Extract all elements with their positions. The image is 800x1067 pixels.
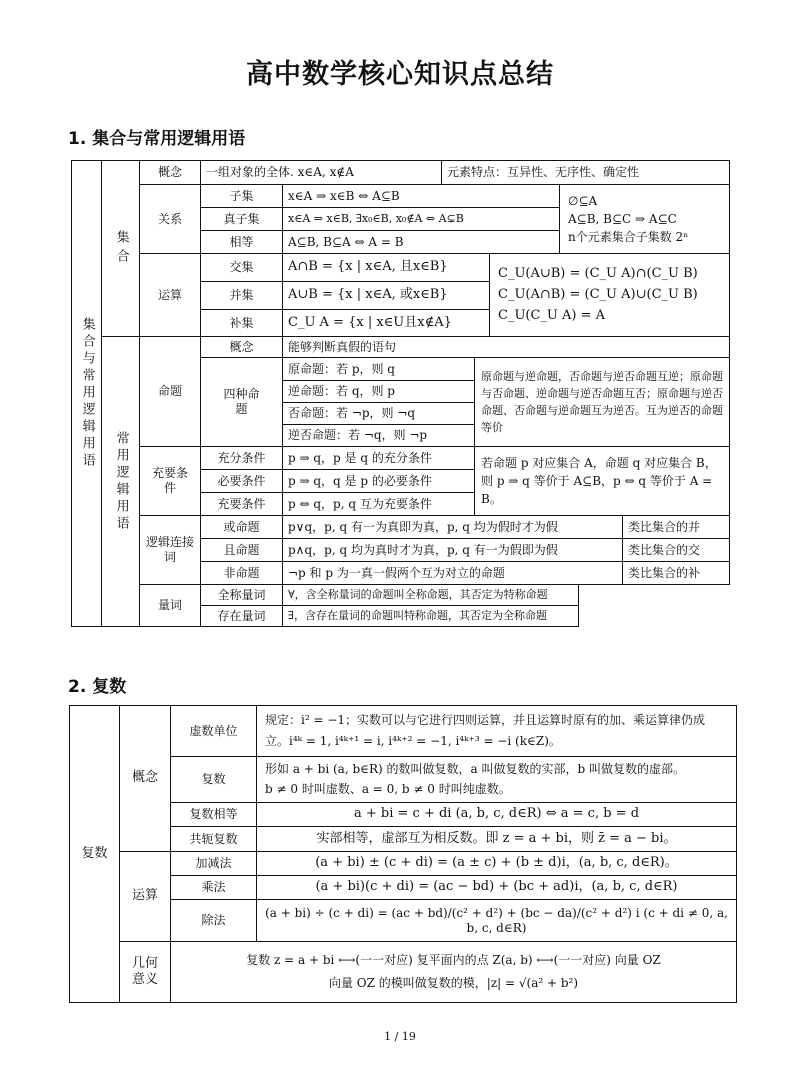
imaginary-unit-line-2: 立。i⁴ᵏ = 1, i⁴ᵏ⁺¹ = i, i⁴ᵏ⁺² = −1, i⁴ᵏ⁺³ = −i (k∈Z)。 (265, 734, 561, 748)
quantifier-label: 量词 (139, 584, 201, 627)
conjugate-text: 实部相等，虚部互为相反数。即 z = a + bi，则 z̄ = a − bi。 (256, 826, 737, 852)
relation-note-3: n个元素集合子集数 2ⁿ (568, 229, 689, 244)
complex-equal-text: a + bi = c + di (a, b, c, d∈R) ⇔ a = c, b = d (256, 802, 737, 827)
sufficient-necessary-text: p ⇔ q，p, q 互为充要条件 (282, 492, 475, 516)
multiply-name: 乘法 (170, 875, 257, 900)
converse-proposition: 逆命题：若 q，则 p (282, 380, 475, 403)
four-propositions-label: 四种命题 (200, 357, 283, 447)
complex-number-content (256, 756, 737, 803)
sufficient-necessary-name: 充要条件 (200, 492, 283, 516)
section2-heading: 2. 复数 (68, 677, 127, 697)
and-text: p∧q，p, q 均为真时才为真，p, q 有一为假即为假 (282, 538, 623, 562)
union-name: 并集 (200, 281, 283, 310)
operation-label: 运算 (139, 253, 201, 337)
condition-label: 充要条件 (139, 446, 201, 516)
equal-name: 相等 (200, 230, 283, 254)
proper-subset-name: 真子集 (200, 207, 283, 231)
universal-name: 全称量词 (200, 584, 283, 606)
four-propositions-note: 原命题与逆命题，否命题与逆否命题互逆；原命题与否命题、逆命题与逆否命题互否；原命题与逆否命题、否命题与逆命题互为逆否。互为逆否的命题等价 (474, 357, 730, 447)
connective-label: 逻辑连接词 (139, 515, 201, 585)
operation-notes (489, 253, 730, 337)
set-label: 集合 (101, 160, 140, 337)
operation-note-2: C_U(A∩B) = (C_U A)∪(C_U B) (498, 286, 698, 302)
page-number: 1 / 19 (384, 1030, 416, 1043)
and-name: 且命题 (200, 538, 283, 562)
intersection-formula: A∩B = {x | x∈A, 且x∈B} (282, 253, 490, 282)
set-element-feature: 元素特点：互异性、无序性、确定性 (441, 160, 730, 185)
intersection-name: 交集 (200, 253, 283, 282)
operation-note-3: C_U(C_U A) = A (498, 308, 606, 324)
operation-note-1: C_U(A∪B) = (C_U A)∩(C_U B) (498, 265, 698, 281)
subset-name: 子集 (200, 184, 283, 208)
outer-label-set-logic: 集合与常用逻辑用语 (71, 160, 102, 627)
sufficient-name: 充分条件 (200, 446, 283, 470)
page-title: 高中数学核心知识点总结 (246, 59, 554, 90)
universal-text: ∀，含全称量词的命题叫全称命题，其否定为特称命题 (282, 584, 579, 606)
existential-name: 存在量词 (200, 605, 283, 627)
relation-note-1: ∅⊆A (568, 193, 598, 208)
geometric-meaning-content (170, 941, 737, 1003)
sufficient-text: p ⇒ q，p 是 q 的充分条件 (282, 446, 475, 470)
and-note: 类比集合的交 (622, 538, 730, 562)
add-sub-name: 加减法 (170, 851, 257, 876)
inverse-proposition: 否命题：若 ¬p，则 ¬q (282, 402, 475, 425)
equal-formula: A⊆B, B⊆A ⇔ A = B (282, 230, 560, 254)
complex-equal-name: 复数相等 (170, 802, 257, 827)
logic-label: 常用逻辑用语 (101, 336, 140, 627)
geometric-line-2: 向量 OZ 的模叫做复数的模，|z| = √(a² + b²) (328, 976, 579, 990)
relation-label: 关系 (139, 184, 201, 254)
existential-text: ∃，含存在量词的命题叫特称命题，其否定为全称命题 (282, 605, 579, 627)
complex-number-line-2: b ≠ 0 时叫虚数、a = 0, b ≠ 0 时叫纯虚数。 (265, 782, 511, 796)
proposition-concept-text: 能够判断真假的语句 (282, 336, 730, 358)
contrapositive-proposition: 逆否命题：若 ¬q，则 ¬p (282, 424, 475, 447)
necessary-name: 必要条件 (200, 469, 283, 493)
proper-subset-formula: x∈A ⇒ x∈B, ∃x₀∈B, x₀∉A ⇔ A⊊B (282, 207, 560, 231)
relation-notes (559, 184, 730, 254)
relation-note-2: A⊆B, B⊆C ⇒ A⊆C (568, 211, 677, 226)
complex-number-line-1: 形如 a + bi (a, b∈R) 的数叫做复数，a 叫做复数的实部，b 叫做复数的虚部。 (265, 762, 686, 776)
not-note: 类比集合的补 (622, 561, 730, 585)
complex-geometric-label: 几何意义 (119, 941, 171, 1003)
imaginary-unit-content (256, 705, 737, 757)
set-concept-content: 一组对象的全体. x∈A, x∉A (200, 160, 442, 185)
not-name: 非命题 (200, 561, 283, 585)
complement-formula: C_U A = {x | x∈U且x∉A} (282, 309, 490, 337)
or-text: p∨q，p, q 有一为真即为真，p, q 均为假时才为假 (282, 515, 623, 539)
imaginary-unit-line-1: 规定：i² = −1；实数可以与它进行四则运算，并且运算时原有的加、乘运算律仍成 (265, 713, 706, 727)
subset-formula: x∈A ⇒ x∈B ⇔ A⊆B (282, 184, 560, 208)
complex-outer-label: 复数 (69, 705, 120, 1003)
union-formula: A∪B = {x | x∈A, 或x∈B} (282, 281, 490, 310)
proposition-concept-label: 概念 (200, 336, 283, 358)
multiply-text: (a + bi)(c + di) = (ac − bd) + (bc + ad)i，(a, b, c, d∈R) (256, 875, 737, 900)
condition-note: 若命题 p 对应集合 A，命题 q 对应集合 B，则 p ⇒ q 等价于 A⊆B，p ⇔ q 等价于 A = B。 (474, 446, 730, 516)
original-proposition: 原命题：若 p，则 q (282, 357, 475, 381)
add-sub-text: (a + bi) ± (c + di) = (a ± c) + (b ± d)i，(a, b, c, d∈R)。 (256, 851, 737, 876)
necessary-text: p ⇒ q，q 是 p 的必要条件 (282, 469, 475, 493)
complement-name: 补集 (200, 309, 283, 337)
not-text: ¬p 和 p 为一真一假两个互为对立的命题 (282, 561, 623, 585)
divide-text: (a + bi) ÷ (c + di) = (ac + bd)/(c² + d²) + (bc − da)/(c² + d²) i (c + di ≠ 0, a, b, c, d∈R) (256, 899, 737, 942)
complex-number-name: 复数 (170, 756, 257, 803)
complex-concept-label: 概念 (119, 705, 171, 852)
set-concept-label: 概念 (139, 160, 201, 185)
imaginary-unit-name: 虚数单位 (170, 705, 257, 757)
divide-name: 除法 (170, 899, 257, 942)
or-note: 类比集合的并 (622, 515, 730, 539)
complex-operation-label: 运算 (119, 851, 171, 942)
conjugate-name: 共轭复数 (170, 826, 257, 852)
geometric-line-1: 复数 z = a + bi ⟷(一一对应) 复平面内的点 Z(a, b) ⟷(一一对应) 向量 OZ (246, 953, 661, 967)
proposition-label: 命题 (139, 336, 201, 447)
section1-heading: 1. 集合与常用逻辑用语 (68, 129, 246, 149)
or-name: 或命题 (200, 515, 283, 539)
